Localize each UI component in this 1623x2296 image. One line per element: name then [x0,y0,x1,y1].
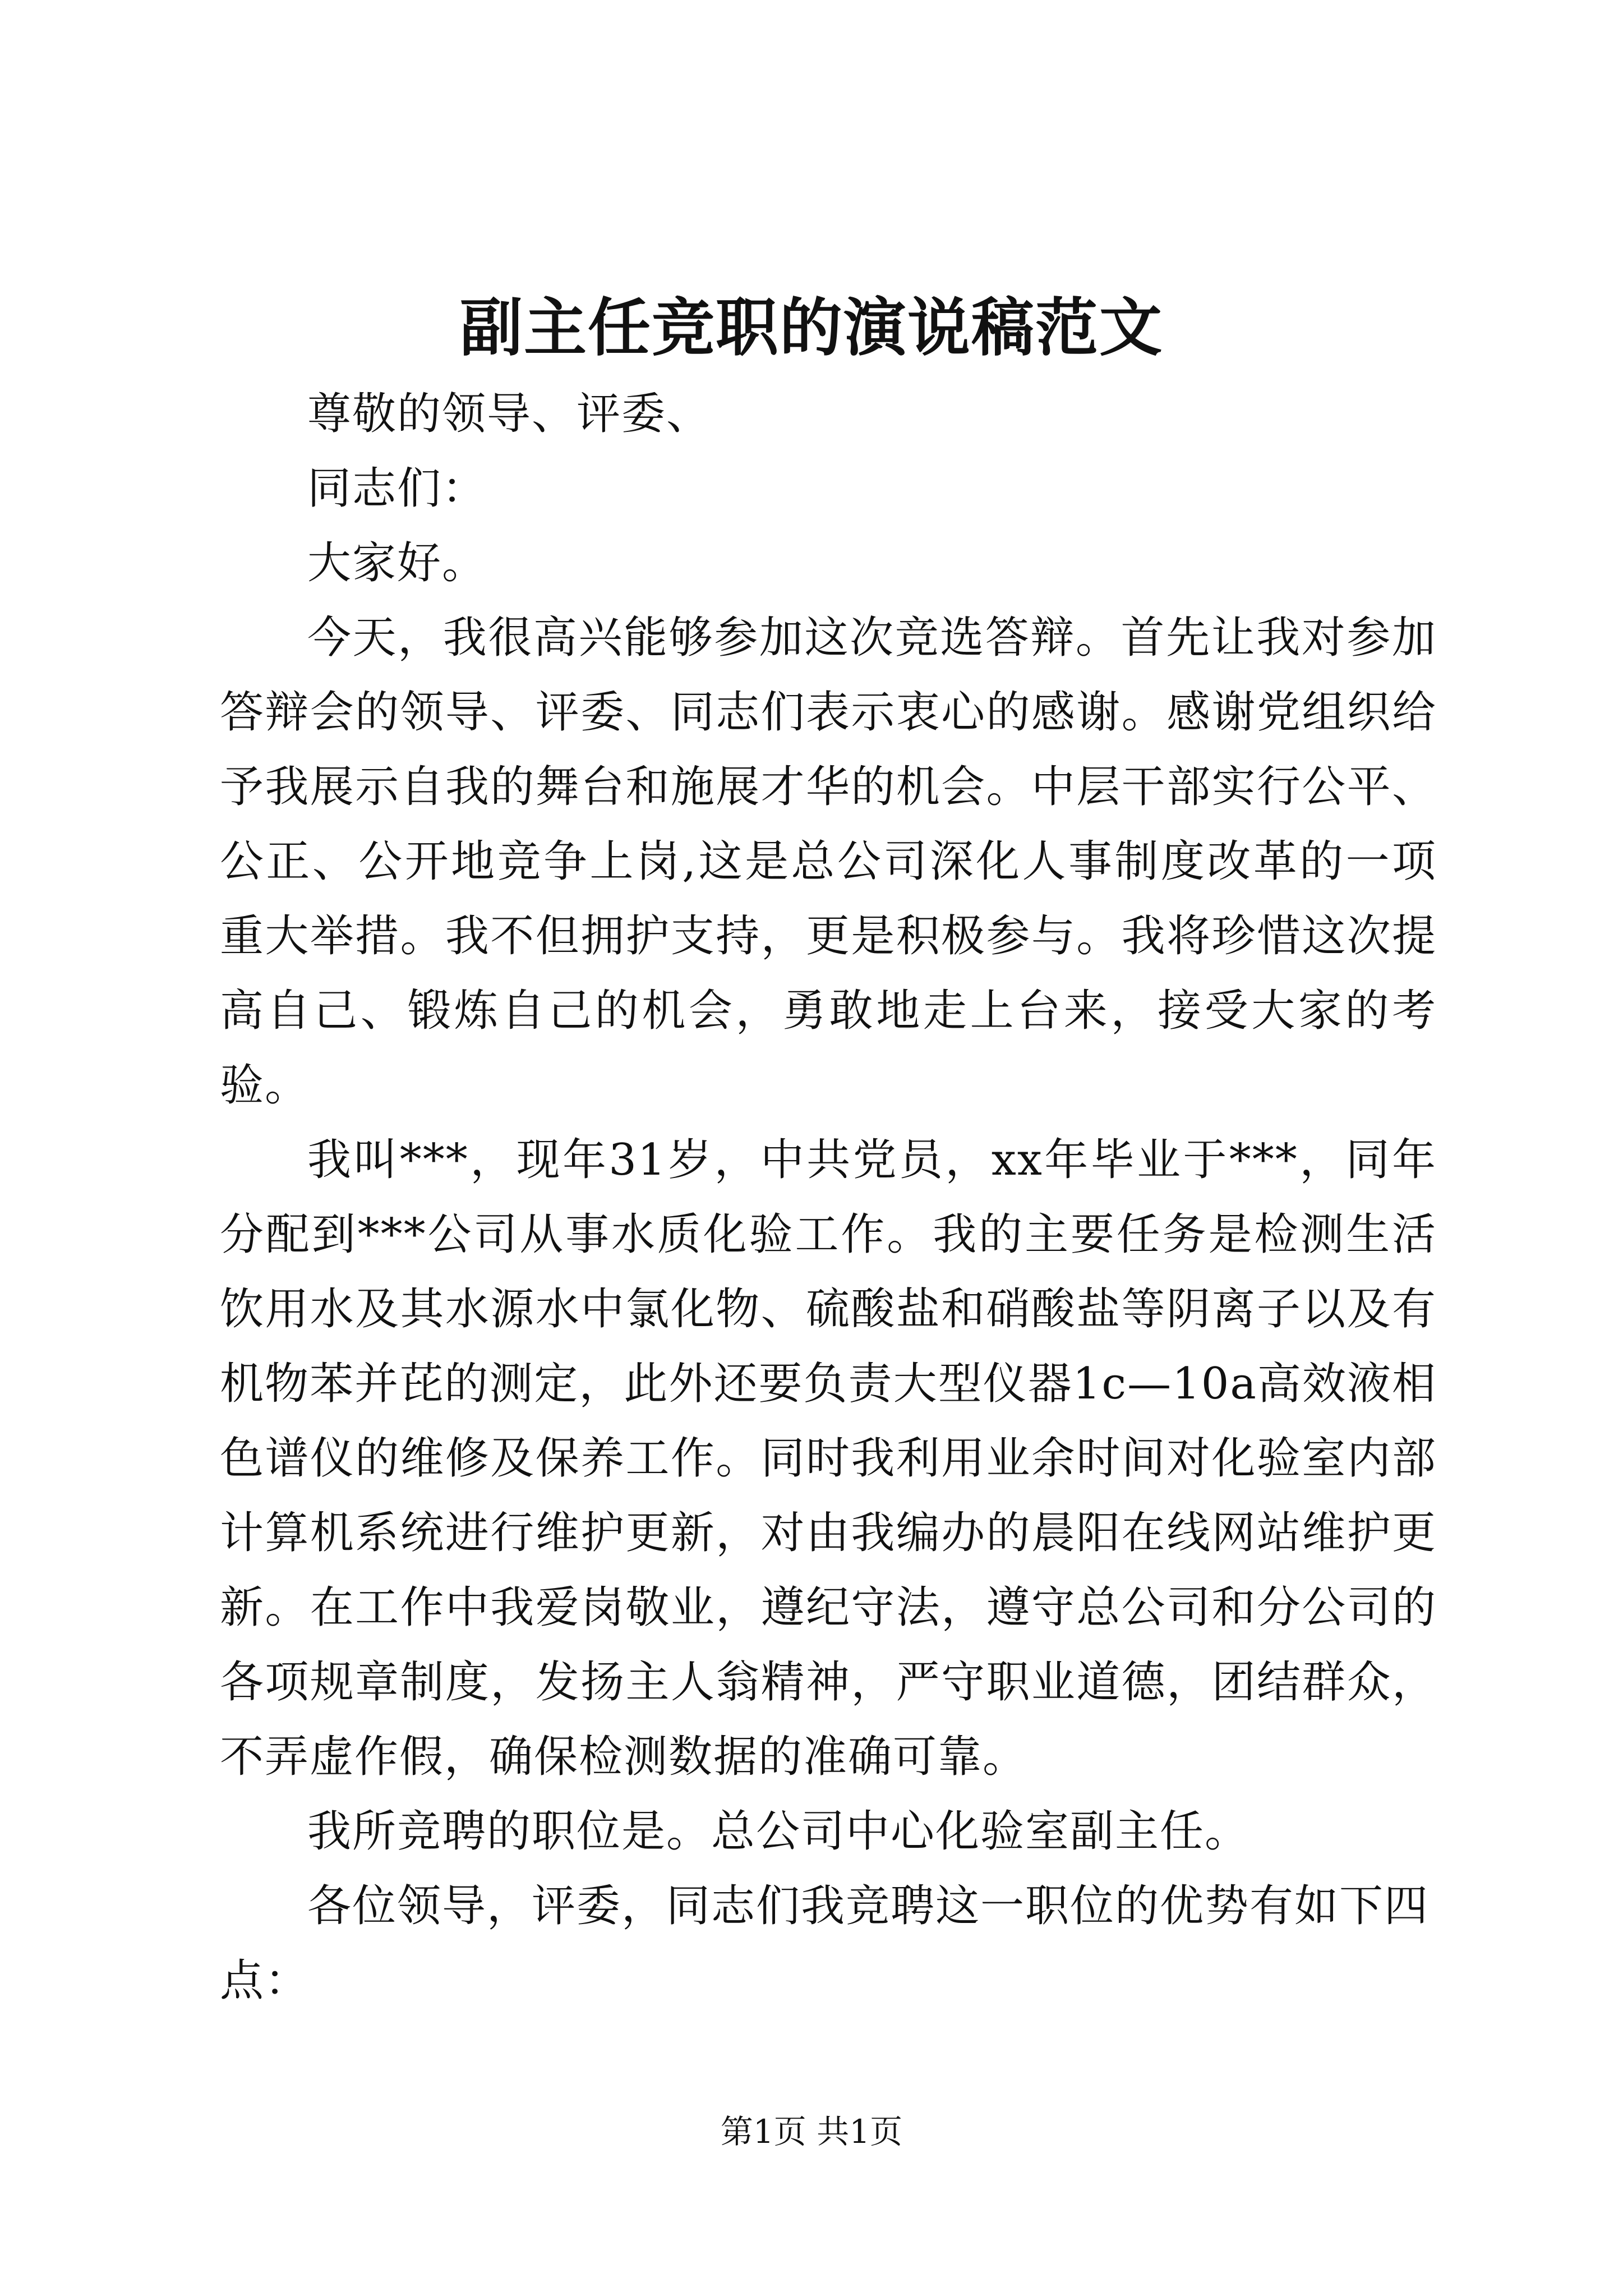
page-footer: 第1页 共1页 [720,2113,903,2151]
document-body [220,377,1437,2018]
body-paragraph-position: 我所竞聘的职位是。总公司中心化验室副主任。 [307,1806,1250,1857]
body-paragraph-self-introduction: 我叫***，现年31岁，中共党员，xx年毕业于***，同年分配到***公司从事水质化验工作。我的主要任务是检测生活饮用水及其水源水中氯化物、硫酸盐和硝酸盐等阴离子以及有机物苯并芘的测定，此外还要负责大型仪器1c—10a高效液相色谱仪的维修及保养工作。同时我利用业余时间对化验室内部计算机系统进行维护更新，对由我编办的晨阳在线网站维护更新。在工作中我爱岗敬业，遵纪守法，遵守总公司和分公司的各项规章制度，发扬主人翁精神，严守职业道德，团结群众，不弄虚作假，确保检测数据的准确可靠。 [220,1135,1437,1782]
body-paragraph-opening: 今天，我很高兴能够参加这次竞选答辩。首先让我对参加答辩会的领导、评委、同志们表示衷心的感谢。感谢党组织给予我展示自我的舞台和施展才华的机会。中层干部实行公平、公正、公开地竞争上岗,这是总公司深化人事制度改革的一项重大举措。我不但拥护支持，更是积极参与。我将珍惜这次提高自己、锻炼自己的机会，勇敢地走上台来，接受大家的考验。 [220,613,1437,1111]
salutation-line-1: 尊敬的领导、评委、 [307,389,712,439]
salutation-line-2: 同志们： [307,463,487,514]
greeting-line: 大家好。 [307,538,487,588]
document-title: 副主任竞职的演说稿范文 [460,291,1163,365]
body-paragraph-advantages-intro: 各位领导，评委，同志们我竞聘这一职位的优势有如下四点： [220,1881,1430,2006]
